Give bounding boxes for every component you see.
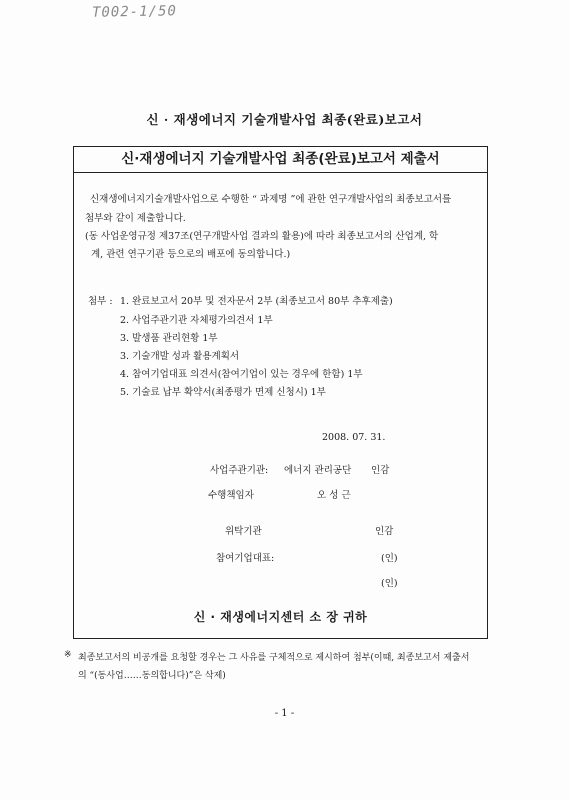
document-header: 신 · 재생에너지 기술개발사업 최종(완료)보고서 [146,112,423,127]
partner-rep-seal: (인) [381,553,398,564]
consign-org-seal: 인감 [375,526,394,537]
lead-org-seal: 인감 [371,465,390,476]
attachment-item: 5. 기술료 납부 확약서(최종평가 면제 신청시) 1부 [120,387,326,398]
intro-text-line1: 신재생에너지기술개발사업으로 수행한 “ 과제명 ”에 관한 연구개발사업의 최종보고서를 [90,194,452,205]
footnote-line1: 최종보고서의 비공개를 요청할 경우는 그 사유를 구체적으로 제시하여 첨부(이때, 최종보고서 제출서 [78,653,470,663]
pi-label: 수행책임자 [208,490,254,501]
addressee: 신 · 재생에너지센터 소 장 귀하 [193,610,368,624]
form-title: 신·재생에너지 기술개발사업 최종(완료)보고서 제출서 [74,147,487,173]
attachment-item: 1. 완료보고서 20부 및 전자문서 2부 (최종보고서 80부 추후제출) [120,296,393,307]
attachment-item: 3. 발생품 관리현황 1부 [120,333,218,344]
consign-org-label: 위탁기관 [225,526,262,537]
page-number: - 1 - [274,708,295,719]
consent-text-line2: 계, 관련 연구기관 등으로의 배포에 동의합니다.) [91,249,291,260]
lead-org-value: 에너지 관리공단 [284,465,352,476]
extra-seal: (인) [381,578,398,589]
submission-form [73,146,488,639]
partner-rep-label: 참여기업대표: [216,553,275,564]
consent-text-line1: (동 사업운영규정 제37조(연구개발사업 결과의 활용)에 따라 최종보고서의 산업계, 학 [85,231,439,242]
lead-org-label: 사업주관기관: [210,465,269,476]
footnote-line2: 의 “(동사업……동의합니다)”은 삭제) [78,671,226,681]
footnote-mark: ※ [64,650,72,660]
attachments-label: 첨부 : [88,296,113,307]
attachment-item: 3. 기술개발 성과 활용계획서 [120,351,240,362]
attachment-item: 4. 참여기업대표 의견서(참여기업이 있는 경우에 한함) 1부 [120,369,363,380]
pi-name: 오 성 근 [317,490,351,501]
intro-text-line2: 첨부와 같이 제출합니다. [85,213,186,224]
handwritten-code: T002-1/50 [91,3,177,21]
submission-date: 2008. 07. 31. [322,432,386,443]
attachment-item: 2. 사업주관기관 자체평가의견서 1부 [120,315,273,326]
